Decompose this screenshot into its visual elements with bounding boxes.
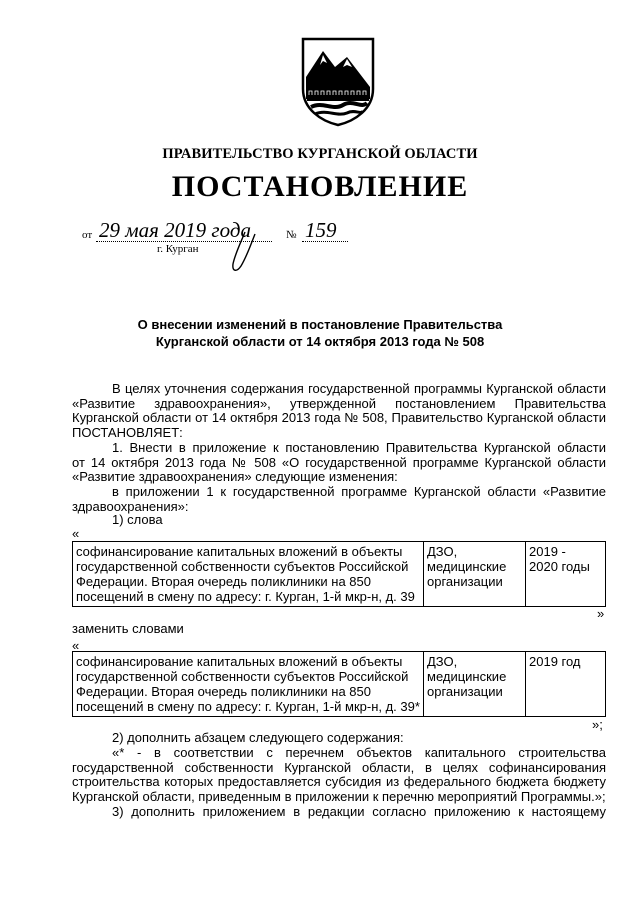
- sub-item-2-line: строительства которых предоставляется субсидия из федерального бюджета бюджету: [72, 774, 606, 790]
- date-prefix: от: [82, 229, 93, 241]
- subject-line-1: О внесении изменений в постановление Правительства: [137, 317, 503, 332]
- table-cell-executor: [424, 542, 526, 607]
- close-quote-2: »;: [592, 717, 603, 732]
- cell-line: ДЗО,: [427, 544, 458, 559]
- sub-item-3-paragraph: [72, 805, 606, 820]
- cell-line: Федерации. Вторая очередь поликлиники на 850: [76, 684, 372, 699]
- table-cell-activity: [73, 652, 424, 717]
- table-replacement-words: [72, 651, 606, 717]
- number-value: 159: [305, 218, 337, 242]
- table-row: [73, 652, 606, 717]
- appendix-line: здравоохранения»:: [72, 498, 189, 514]
- government-name: ПРАВИТЕЛЬСТВО КУРГАНСКОЙ ОБЛАСТИ: [162, 146, 478, 162]
- table-original-words: [72, 541, 606, 607]
- number-prefix: №: [286, 229, 297, 241]
- sub-item-3-line: 3) дополнить приложением в редакции согласно приложению к настоящему: [112, 804, 606, 819]
- intro-line: ПОСТАНОВЛЯЕТ:: [72, 424, 183, 440]
- sub-item-1-label: 1) слова: [112, 512, 163, 527]
- cell-line: 2019 -: [529, 544, 566, 559]
- cell-line: Федерации. Вторая очередь поликлиники на 850: [76, 574, 372, 589]
- cell-line: посещений в смену по адресу: г. Курган, 1-й мкр-н, д. 39: [76, 589, 415, 604]
- cell-line: государственной собственности субъектов Российской: [76, 559, 409, 574]
- sub-item-2-line: Курганской области, приведенным в приложении к перечню мероприятий Программы.»;: [72, 788, 606, 804]
- sub-item-2-label: 2) дополнить абзацем следующего содержания:: [112, 730, 404, 745]
- cell-line: организации: [427, 684, 503, 699]
- subject-line-2: Курганской области от 14 октября 2013 года № 508: [155, 334, 485, 349]
- replace-with-label: заменить словами: [72, 621, 184, 636]
- document-type-title: ПОСТАНОВЛЕНИЕ: [171, 170, 469, 203]
- cell-line: медицинские: [427, 669, 507, 684]
- item-1-line: 1. Внести в приложение к постановлению Правительства Курганской области: [112, 440, 606, 455]
- sub-item-2-line: государственной собственности Курганской области, в целях софинансирования: [72, 759, 606, 775]
- cell-line: софинансирование капитальных вложений в объекты: [76, 654, 403, 669]
- appendix-paragraph: [72, 485, 606, 514]
- intro-paragraph: [72, 382, 606, 440]
- item-1-paragraph: [72, 441, 606, 485]
- table-cell-activity: [73, 542, 424, 607]
- city-label: г. Курган: [157, 243, 199, 255]
- sub-item-2-line: «* - в соответствии с перечнем объектов капитального строительства: [112, 745, 606, 760]
- coat-of-arms-icon: [299, 37, 377, 127]
- open-quote-1: «: [72, 526, 80, 541]
- item-1-line: «Развитие здравоохранения» следующие изменения:: [72, 469, 398, 485]
- item-1-line: от 14 октября 2013 года № 508 «О государственной программе Курганской области: [72, 454, 606, 470]
- cell-line: медицинские: [427, 559, 507, 574]
- close-quote-1: »: [597, 606, 605, 621]
- appendix-line: в приложении 1 к государственной программе Курганской области «Развитие: [112, 484, 606, 499]
- cell-line: 2020 годы: [529, 559, 590, 574]
- table-cell-period: [526, 652, 606, 717]
- signature-mark: [225, 228, 259, 276]
- intro-line: В целях уточнения содержания государственной программы Курганской области: [112, 381, 606, 396]
- open-quote-2: «: [72, 638, 80, 653]
- cell-line: ДЗО,: [427, 654, 458, 669]
- cell-line: организации: [427, 574, 503, 589]
- number-underline: [302, 241, 348, 242]
- cell-line: софинансирование капитальных вложений в объекты: [76, 544, 403, 559]
- cell-line: посещений в смену по адресу: г. Курган, 1-й мкр-н, д. 39*: [76, 699, 420, 714]
- intro-line: Курганской области от 14 октября 2013 года № 508, Правительство Курганской области: [72, 410, 606, 426]
- cell-line: 2019 год: [529, 654, 581, 669]
- table-row: [73, 542, 606, 607]
- date-value: 29 мая 2019 года: [99, 218, 251, 242]
- cell-line: государственной собственности субъектов Российской: [76, 669, 409, 684]
- sub-item-2-paragraph: [72, 746, 606, 804]
- table-cell-period: [526, 542, 606, 607]
- document-subject: [60, 316, 580, 350]
- intro-line: «Развитие здравоохранения», утвержденной постановлением Правительства: [72, 395, 606, 411]
- table-cell-executor: [424, 652, 526, 717]
